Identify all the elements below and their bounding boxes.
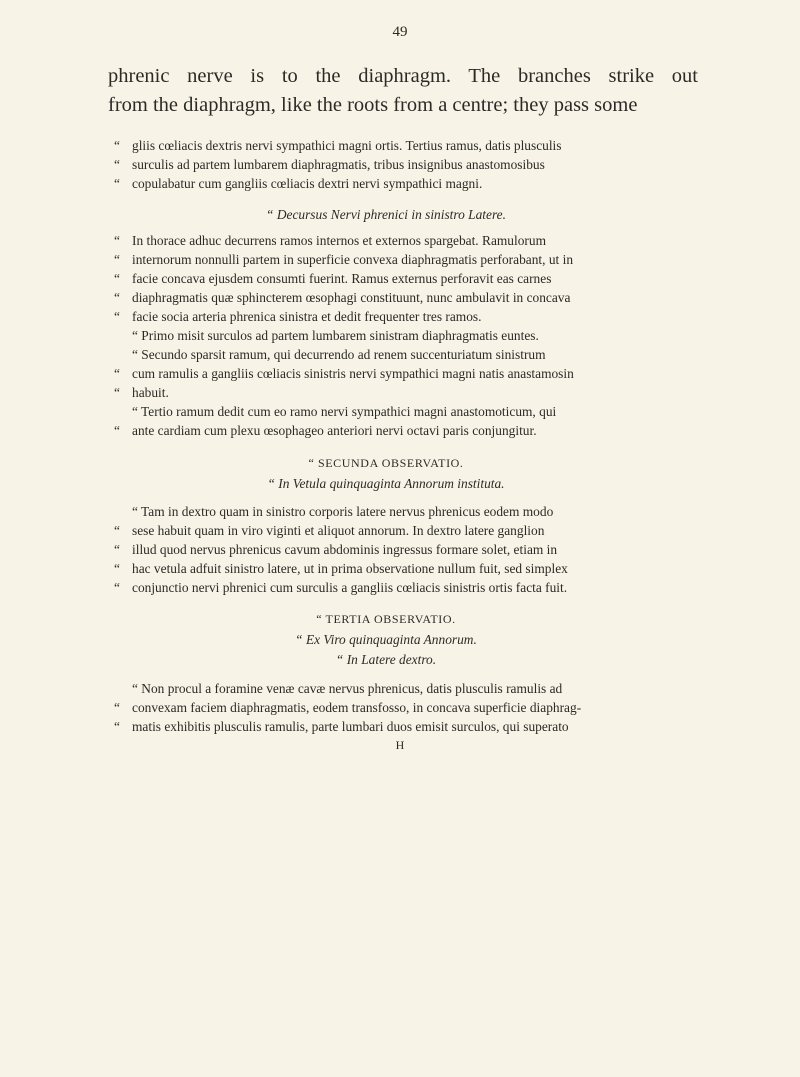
text-line: “ ante cardiam cum plexu œsophageo anteriori nervi octavi paris conjungitur. [114, 423, 537, 438]
text-line: “ Secundo sparsit ramum, qui decurrendo ad renem succenturiatum sinistrum [132, 347, 546, 362]
text-line: “ In thorace adhuc decurrens ramos internos et externos spargebat. Ramulorum [114, 233, 546, 248]
text-line: “ matis exhibitis plusculis ramulis, parte lumbari duos emisit surculos, qui superato [114, 719, 569, 734]
text-line: “ cum ramulis a gangliis cœliacis sinistris nervi sympathici magni natis anastamosin [114, 366, 574, 381]
section-subheading-viro: “ Ex Viro quinquaginta Annorum. [295, 632, 477, 647]
lead-line-1: phrenic nerve is to the diaphragm. The branches strike out [108, 65, 698, 87]
text-line: “ Primo misit surculos ad partem lumbarem sinistram diaphragmatis euntes. [132, 328, 539, 343]
text-line: “ Tertio ramum dedit cum eo ramo nervi sympathici magni anastomoticum, qui [132, 404, 557, 419]
section-subheading-vetula: “ In Vetula quinquaginta Annorum instituta. [267, 476, 505, 491]
text-line: “ diaphragmatis quæ sphincterem œsophagi constituunt, nunc ambulavit in concava [114, 290, 571, 305]
section-subheading-latere: “ In Latere dextro. [335, 652, 437, 667]
text-line: “ convexam faciem diaphragmatis, eodem transfosso, in concava superficie diaphrag- [114, 700, 582, 715]
text-line: “ illud quod nervus phrenicus cavum abdominis ingressus formare solet, etiam in [114, 542, 558, 557]
text-line: “ facie socia arteria phrenica sinistra et dedit frequenter tres ramos. [114, 309, 482, 324]
text-line: “ internorum nonnulli partem in superficie convexa diaphragmatis perforabant, ut in [114, 252, 574, 267]
signature-mark: H [395, 738, 405, 752]
section-heading-tertia: “ TERTIA OBSERVATIO. [316, 612, 456, 626]
page-number: 49 [392, 24, 408, 40]
text-line: “ conjunctio nervi phrenici cum surculis a gangliis cœliacis sinistris ortis facta fuit. [114, 580, 568, 595]
text-line: “ sese habuit quam in viro viginti et aliquot annorum. In dextro latere ganglion [114, 523, 545, 538]
lead-line-2: from the diaphragm, like the roots from a centre; they pass some [108, 94, 638, 116]
text-line: “ Non procul a foramine venæ cavæ nervus phrenicus, datis plusculis ramulis ad [132, 681, 563, 696]
text-line: “ copulabatur cum gangliis cœliacis dextri nervi sympathici magni. [114, 176, 483, 191]
text-line: “ surculis ad partem lumbarem diaphragmatis, tribus insignibus anastomosibus [114, 157, 545, 172]
text-line: “ gliis cœliacis dextris nervi sympathici magni ortis. Tertius ramus, datis plusculis [114, 138, 562, 153]
text-line: “ habuit. [114, 385, 169, 400]
section-heading-secunda: “ SECUNDA OBSERVATIO. [308, 456, 464, 470]
text-line: “ hac vetula adfuit sinistro latere, ut in prima observatione nullum fuit, sed simplex [114, 561, 568, 576]
section-heading-decursus: “ Decursus Nervi phrenici in sinistro Latere. [266, 207, 506, 222]
text-line: “ facie concava ejusdem consumti fuerint. Ramus externus perforavit eas carnes [114, 271, 552, 286]
text-line: “ Tam in dextro quam in sinistro corporis latere nervus phrenicus eodem modo [132, 504, 554, 519]
